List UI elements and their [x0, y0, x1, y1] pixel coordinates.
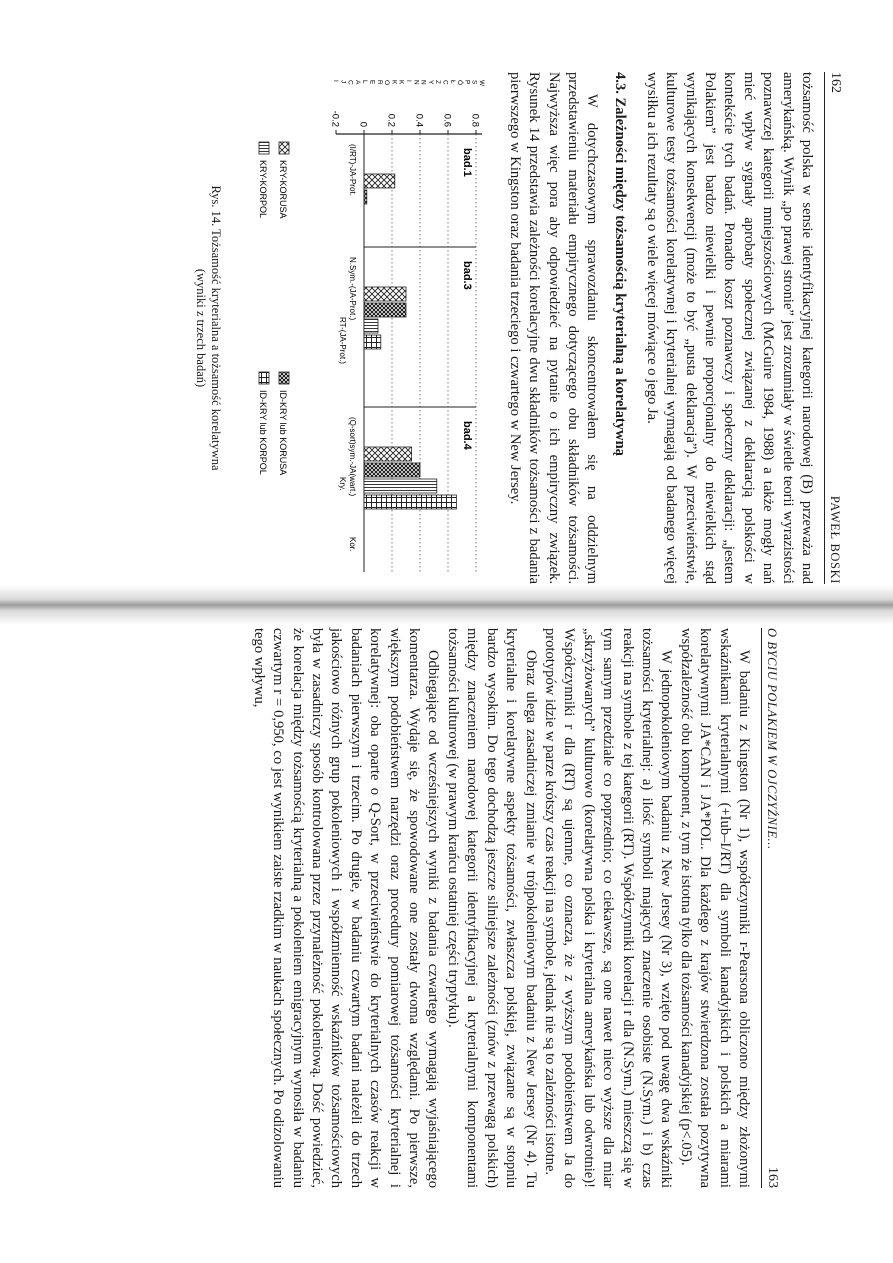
y-axis-title-letter: A: [354, 80, 362, 85]
bar-annotation: (Q-sort)sym.-JA(wart.): [348, 417, 358, 497]
paragraph: Obraz ulega zasadniczej zmianie w trójpokoleniowym badaniu z New Jersey (Nr 4). Tu kryterialne i korelatywne aspekty tożsamości, zwłaszcza polskiej, związane są w stopniu bardzo wysokim. Do tego dochodzą jeszcze silniejsze zależności (znów z przewagą polskich) między znaczeniem narodowej kategorii identyfikacyjnej a kryterialnymi komponentami tożsamości kulturowej (w prawym krańcu ostatniej części tryptyku).: [444, 628, 539, 1188]
bar: [364, 335, 381, 349]
page-163: [52, 628, 780, 1188]
y-axis-title-letter: Ł: [449, 80, 457, 84]
bar: [364, 287, 406, 301]
y-tick-label: 0.2: [385, 113, 397, 127]
bar: [364, 479, 437, 493]
y-axis-title-letter: R: [376, 80, 384, 85]
running-head: [824, 72, 843, 584]
paragraph: W dotychczasowym sprawozdaniu skoncentrowałem się na oddzielnym przedstawieniu materiału empirycznego dotyczącego obu składników tożsamości. Najwyższa więc pora aby odpowiedzieć na pytanie o ich empiryczny związek. Rysunek 14 przedstawia zależności korelacyjne dwu składników tożsamości z badania pierwszego w Kingston oraz badania trzeciego i czwartego w New Jersey.: [506, 72, 601, 584]
bar-annotation: Kry.: [338, 477, 348, 491]
legend-label: KRY-KORPOL: [258, 160, 269, 219]
y-axis-title-letter: L: [361, 80, 369, 84]
page-number: 162: [828, 72, 843, 93]
figure-14: [192, 72, 492, 584]
section-heading: 4.3. Zależności między tożsamością kryterialną a korelatywną: [612, 72, 629, 456]
group-label: bad.4: [461, 421, 474, 450]
bar-annotation: Kor.: [348, 537, 358, 552]
y-axis-title-letter: I: [405, 80, 413, 82]
bar-annotation: RT-(JA-Prot.): [338, 317, 348, 364]
page-number: 163: [765, 1167, 780, 1188]
y-tick-label: -0.2: [329, 110, 341, 127]
paragraph: W jednopokoleniowym badaniu z New Jersey (Nr 3), wzięto pod uwagę dwa wskaźniki tożsamości kryterialnej: a) ilość symboli mających znaczenie osobiste (N.Sym.) i b) czas reakcji na symbole z tej kategorii (RT). Współczynniki korelacji r dla (N.Sym.) mieszczą się w tym samym przedziale co poprzednio; co ciekawsze, są one nawet nieco wyższe dla miar „skrzyżowanych” kulturowo (korelatywna polska i kryterialna amerykańska lub odwrotnie)! Współczynniki r dla (RT) są ujemne, co oznacza, że z wyższym podobieństwem Ja do prototypów idzie w parze krótszy czas reakcji na symbole, jednak nie są to zależności istotne.: [541, 628, 675, 1188]
y-axis-title-letter: C: [441, 80, 449, 85]
bar-annotation: N.Sym.-(JA-Prot.): [348, 257, 358, 321]
y-axis-title-letter: N: [412, 80, 420, 85]
bar: [364, 303, 406, 317]
legend-swatch: [279, 372, 289, 384]
figure-caption: [193, 72, 223, 584]
y-axis-title-letter: J: [339, 80, 347, 84]
y-tick-label: 0.8: [469, 113, 481, 127]
paragraph: tożsamość polska w sensie identyfikacyjnej kategorii narodowej (B) przeważa nad amerykańską. Wynik „po prawej stronie” jest zrozumiały w świetle teorii wyrazistości poznawczej kategorii mniejszościowych (McGuire 1984, 1988) a także mogły nań mieć wpływ sygnały aprobaty społecznej związanej z deklaracją polskości w kontekście tych badań. Ponadto koszt poznawczy i społeczny deklaracji: „jestem Polakiem” jest bardzo niewielki i pewnie proporcjonalny do niewielkich stąd wynikających konsekwencji (może to być „pusta deklaracja”). W przeciwieństwie, kulturowe testy tożsamości korelatywnej i kryterialnej wymagają od badanego więcej wysiłku a ich rezultaty są o wiele więcej mówiące o jego Ja.: [643, 72, 815, 584]
y-axis-title-letter: S: [471, 80, 479, 85]
y-axis-title-letter: P: [463, 80, 471, 85]
bar: [364, 447, 412, 461]
group-label: bad.1: [461, 148, 474, 177]
paragraph: W badaniu z Kingston (Nr 1), współczynniki r-Pearsona obliczono między złożonymi wskaźnikami kryterialnymi (+Iub–I/RT) dla symboli kanadyjskich i polskich a miarami korelatywnymi JA*CAN i JA*POL. Dla każdego z krajów stwierdzona została pozytywna współzależność obu komponent, z tym że istotna tylko dla tożsamości kanadyjskiej (p<.05).: [677, 628, 752, 1188]
bar-annotation: (I/RT)-JA-Prot.: [348, 144, 358, 196]
y-tick-label: 0.6: [441, 113, 453, 127]
y-axis-title-letter: K: [398, 80, 406, 85]
y-axis-title-letter: W: [478, 80, 486, 87]
figure-caption-line2: (wyniki z trzech badań): [194, 268, 209, 388]
group-label: bad.3: [461, 261, 474, 290]
y-axis-title-letter: K: [390, 80, 398, 85]
page-162: [63, 72, 843, 584]
bar: [364, 190, 367, 204]
legend-label: KRY-KORUSA: [278, 160, 289, 219]
correlation-bar-chart: [230, 72, 492, 584]
running-head-title: PAWEŁ BOSKI: [828, 495, 842, 584]
legend-swatch: [279, 142, 289, 154]
y-axis-title-letter: E: [368, 80, 376, 85]
legend-swatch: [259, 372, 269, 384]
y-axis-title-letter: C: [346, 80, 354, 85]
legend-swatch: [259, 142, 269, 154]
y-axis-title-letter: I: [332, 80, 340, 82]
bar: [364, 463, 420, 477]
figure-caption-line1: Rys. 14. Tożsamość kryterialna a tożsamość korelatywna: [209, 185, 224, 471]
bar: [364, 174, 395, 188]
bar: [364, 495, 456, 509]
y-axis-title-letter: N: [419, 80, 427, 85]
y-tick-label: 0: [357, 121, 369, 127]
running-head: [761, 628, 780, 1188]
book-spine-shadow: [0, 585, 893, 625]
legend-label: ID-KRY lub KORPOL: [258, 390, 269, 475]
y-tick-label: 0.4: [413, 113, 425, 127]
y-axis-title-letter: Ó: [456, 80, 464, 86]
bar: [364, 319, 378, 333]
running-head-title: O BYCIU POLAKIEM W OJCZYŹNIE...: [765, 628, 779, 850]
paragraph: Odbiegające od wcześniejszych wyniki z badania czwartego wymagają wyjaśniającego komentarza. Wydaje się, że spowodowane one zostały dwoma względami. Po pierwsze, większym podobieństwem narzędzi oraz procedury pomiarowej tożsamości kryterialnej i korelatywnej: oba oparte o Q-Sort, w przeciwieństwie do kryterialnych czasów reakcji w badaniach pierwszym i trzecim. Po drugie, w badaniu czwartym badani należeli do trzech jakościowo różnych grup pokoleniowych i współzmienność wskaźników tożsamościowych była w zasadniczy sposób kontrolowana przez przynależność pokoleniową. Dość powiedzieć, że korelacja między tożsamością kryterialną a pokoleniem emigracyjnym wynosiła w badaniu czwartym r = 0,950, co jest wynikiem zaiste rzadkim w naukach społecznych. Po odizolowaniu tego wpływu,: [250, 628, 442, 1188]
y-axis-title-letter: Z: [434, 80, 442, 84]
y-axis-title-letter: Y: [427, 80, 435, 85]
y-axis-title-letter: O: [383, 80, 391, 86]
legend-label: ID-KRY lub KORUSA: [278, 390, 289, 476]
